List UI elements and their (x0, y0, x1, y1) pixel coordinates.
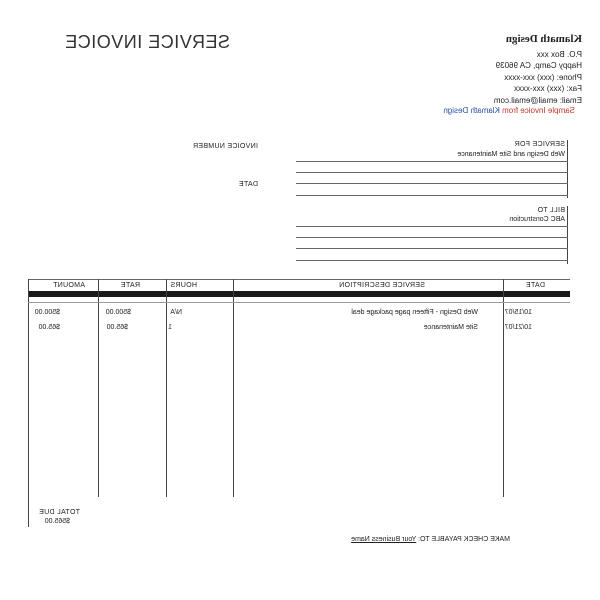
row1-date: 10/15/07 (504, 309, 532, 316)
row2-hours: 1 (168, 324, 172, 331)
date-label: DATE (238, 181, 258, 188)
payable-name: Your Business Name (351, 536, 417, 543)
row1-amount: $500.00 (34, 309, 60, 316)
company-fax: Fax: (xxx) xxx-xxxx (514, 84, 582, 93)
header-description: SERVICE DESCRIPTION (338, 282, 425, 289)
total-label: TOTAL DUE (38, 509, 80, 516)
header-rate: RATE (120, 282, 140, 289)
payable-prefix: MAKE CHECK PAYABLE TO: (418, 536, 510, 543)
table-header-bar (28, 291, 570, 297)
header-hours: HOURS (170, 282, 197, 289)
bill-to-line (296, 248, 568, 249)
company-name: Klamath Design (505, 33, 582, 45)
total-value: $565.00 (44, 518, 70, 525)
invoice-number-label: INVOICE NUMBER (192, 143, 258, 150)
company-address1: P.O. Box xxx (536, 49, 582, 59)
row2-amount: $65.00 (38, 324, 60, 331)
bill-to-line (296, 260, 568, 261)
company-phone: Phone: (xxx) xxx-xxxx (504, 72, 582, 82)
row1-description: Web Design - Fifteen page package deal (351, 309, 478, 316)
company-block (494, 34, 582, 106)
service-for-value: Web Design and Site Maintenance (457, 151, 565, 158)
bill-to-value: ABC Construction (509, 216, 565, 223)
company-email: Email: email@email.com (493, 95, 582, 105)
bill-to-line (296, 226, 568, 227)
column-divider (98, 279, 99, 497)
bill-to-border (567, 206, 568, 264)
row2-date: 10/21/07 (504, 324, 532, 331)
row1-rate: $500.00 (105, 309, 131, 316)
invoice-title: SERVICE INVOICE (64, 32, 230, 52)
service-for-line (296, 183, 568, 184)
payable-note (351, 536, 510, 543)
service-for-line (296, 161, 568, 162)
service-for-line (296, 172, 568, 173)
company-address2: Happy Camp, CA 96039 (495, 61, 582, 70)
row2-description: Site Maintenance (423, 324, 478, 331)
table-top-rule (28, 279, 570, 280)
bill-to-label: BILL TO (537, 207, 565, 214)
bill-to-line (296, 237, 568, 238)
service-for-border (567, 140, 568, 198)
service-for-line (296, 195, 568, 196)
sample-company: Klamath Design (443, 106, 500, 115)
table-sub-rule (28, 302, 570, 303)
row2-rate: $65.00 (106, 324, 128, 331)
column-divider (28, 279, 29, 527)
column-divider (166, 279, 167, 497)
row1-hours: N/A (170, 309, 182, 316)
header-amount: AMOUNT (52, 282, 85, 289)
sample-note (443, 106, 575, 115)
sample-prefix: Sample Invoice from (502, 106, 575, 115)
header-date: DATE (525, 282, 545, 289)
column-divider (233, 279, 234, 497)
service-for-label: SERVICE FOR (514, 141, 565, 148)
